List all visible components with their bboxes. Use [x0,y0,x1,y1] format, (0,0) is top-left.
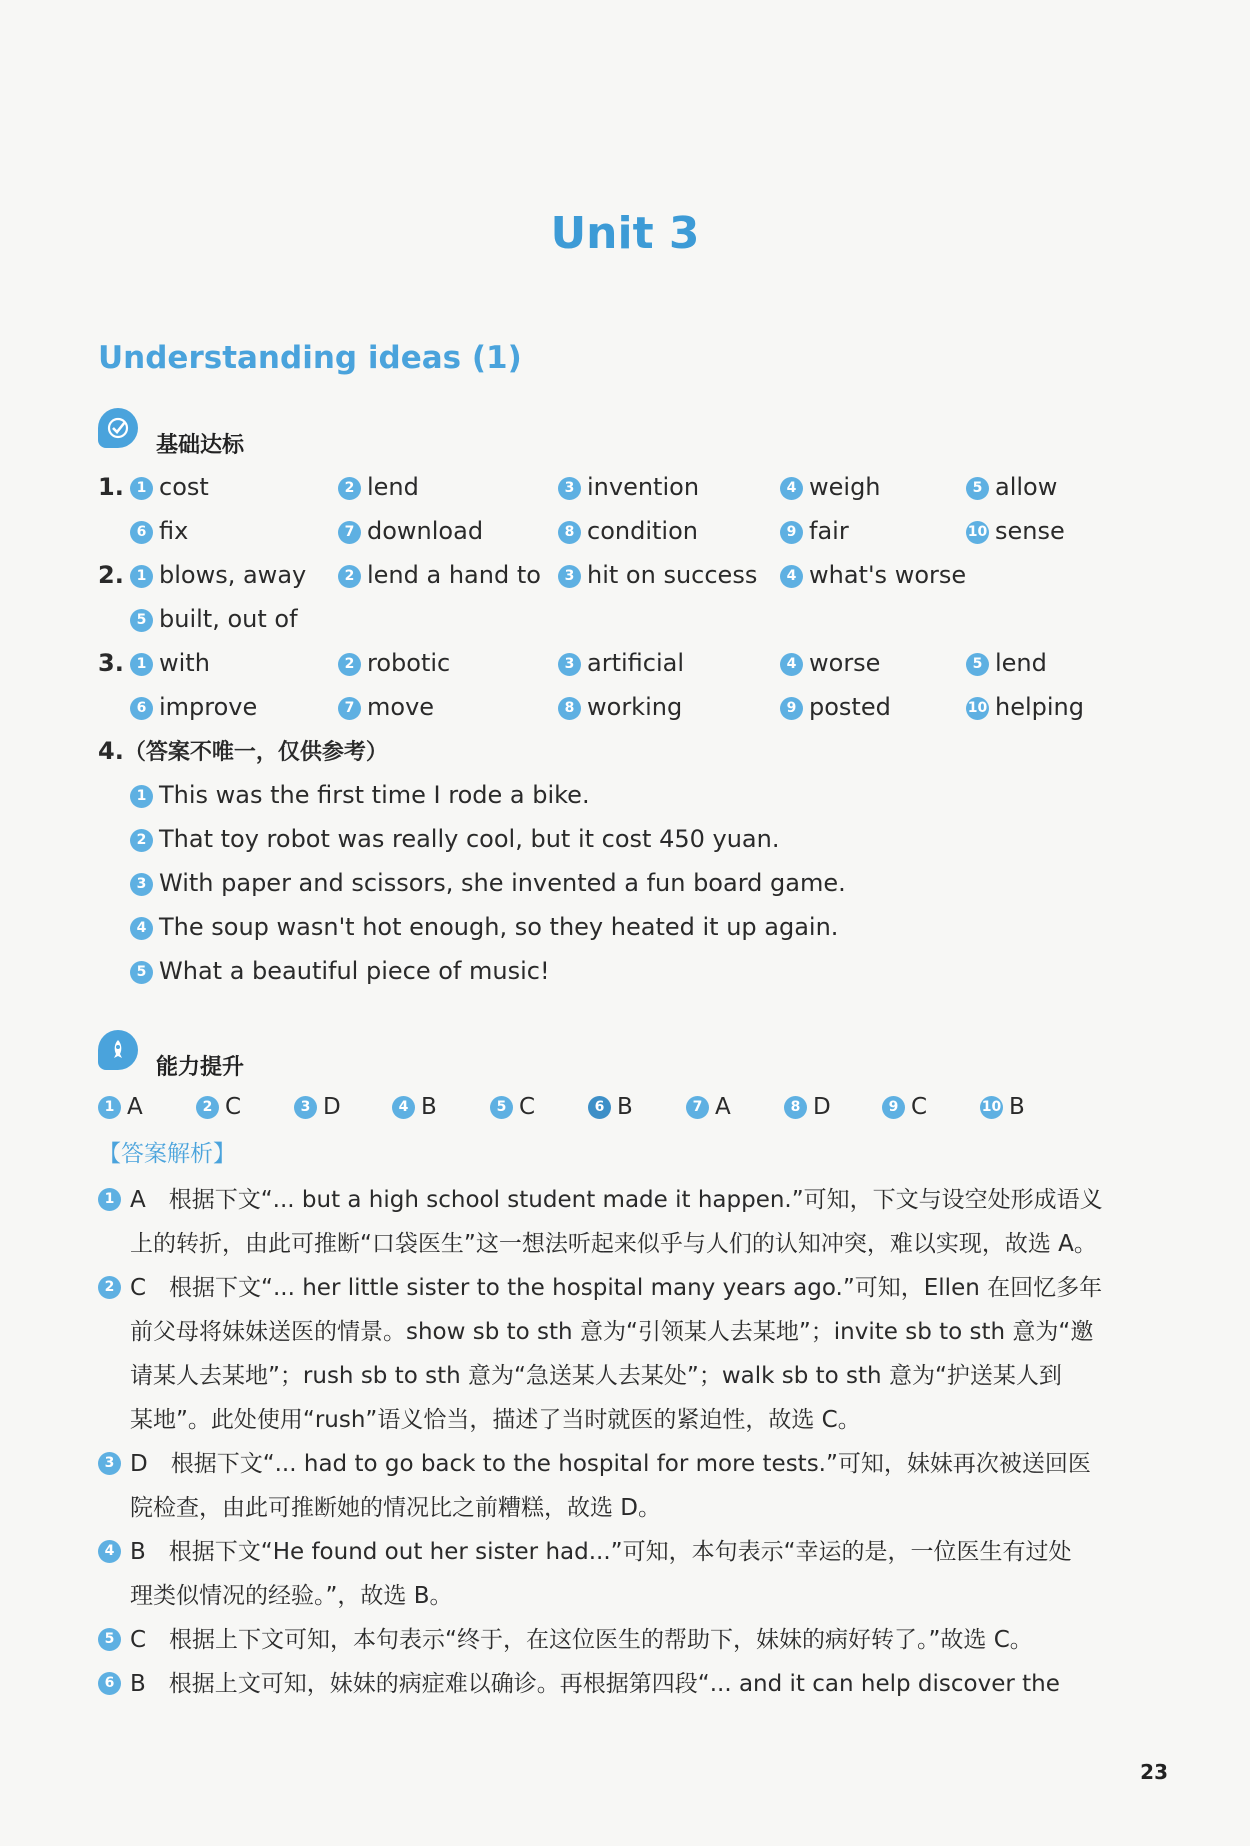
answer-text: built, out of [159,605,298,633]
answer-text: weigh [809,473,881,501]
number-badge-icon: 6 [130,521,153,544]
answer-item [780,646,880,680]
number-badge-icon: 6 [588,1096,611,1119]
answer-item [966,514,1065,548]
number-badge-icon: 1 [130,653,153,676]
answer-item [130,602,298,636]
analysis-paragraph [98,1618,1173,1662]
number-badge-icon: 6 [98,1672,121,1695]
answer-text: working [587,693,683,721]
number-badge-icon: 5 [966,477,989,500]
answer-text: with [159,649,210,677]
number-badge-icon: 4 [392,1096,415,1119]
number-badge-icon: 1 [130,785,153,808]
answer-text: sense [995,517,1065,545]
answer-text: D [323,1094,341,1120]
answer-text: C [911,1094,928,1120]
answer-text: move [367,693,435,721]
answer-text: robotic [367,649,451,677]
answer-text: This was the first time I rode a bike. [159,781,590,809]
sample-sentence [130,866,846,900]
number-badge-icon: 1 [130,477,153,500]
sample-sentence [130,822,779,856]
answer-item [338,514,483,548]
answer-text: C [225,1094,242,1120]
number-badge-icon: 3 [98,1452,121,1475]
number-badge-icon: 5 [98,1628,121,1651]
answer-key-item [294,1090,341,1124]
number-badge-icon: 7 [686,1096,709,1119]
answer-item [558,470,699,504]
answer-item [130,646,210,680]
analysis-line: 上的转折，由此可推断“口袋医生”这一想法听起来似乎与人们的认知冲突，难以实现，故选 A。 [130,1231,1097,1257]
answer-text: helping [995,693,1084,721]
question-note: （答案不唯一，仅供参考） [123,740,388,765]
answer-text: B [617,1094,633,1120]
answer-text: worse [809,649,881,677]
answer-text: improve [159,693,258,721]
number-badge-icon: 5 [966,653,989,676]
sample-sentence [130,778,590,812]
answer-text: posted [809,693,891,721]
number-badge-icon: 10 [966,521,989,544]
ability-section-label: 能力提升 [156,1055,245,1080]
answer-text: fix [159,517,189,545]
answer-item [130,558,306,592]
question-number: 2. [98,561,124,589]
analysis-paragraph [98,1442,1173,1530]
answer-item [130,470,209,504]
analysis-line: B 根据下文“He found out her sister had...”可知，本句表示“幸运的是，一位医生有过处 [130,1539,1072,1565]
answer-item [130,690,257,724]
number-badge-icon: 2 [196,1096,219,1119]
number-badge-icon: 2 [338,477,361,500]
answer-item [338,690,434,724]
answer-text: The soup wasn't hot enough, so they heated it up again. [159,913,839,941]
answer-text: With paper and scissors, she invented a fun board game. [159,869,846,897]
answer-text: blows, away [159,561,307,589]
number-badge-icon: 8 [784,1096,807,1119]
answer-item [338,470,419,504]
number-badge-icon: 3 [558,477,581,500]
sample-sentence [130,910,838,944]
answer-item [780,690,891,724]
number-badge-icon: 3 [558,565,581,588]
answer-item [558,646,684,680]
number-badge-icon: 6 [130,697,153,720]
answer-key-item [392,1090,437,1124]
number-badge-icon: 4 [780,565,803,588]
number-badge-icon: 9 [780,697,803,720]
answer-item [780,470,881,504]
answer-key-item [490,1090,535,1124]
answer-text: B [1009,1094,1025,1120]
answer-text: D [813,1094,831,1120]
number-badge-icon: 1 [98,1188,121,1211]
number-badge-icon: 4 [130,917,153,940]
analysis-line: D 根据下文“... had to go back to the hospital for more tests.”可知，妹妹再次被送回医 [130,1451,1091,1477]
answer-key-item [882,1090,927,1124]
number-badge-icon: 8 [558,697,581,720]
question-number: 3. [98,649,124,677]
number-badge-icon: 3 [130,873,153,896]
question-4-header [98,734,388,770]
analysis-line: C 根据上下文可知，本句表示“终于，在这位医生的帮助下，妹妹的病好转了。”故选 C。 [130,1627,1033,1653]
answer-key-item [980,1090,1025,1124]
answer-key-item [196,1090,241,1124]
number-badge-icon: 1 [98,1096,121,1119]
answer-text: B [421,1094,437,1120]
analysis-line: B 根据上文可知，妹妹的病症难以确诊。再根据第四段“... and it can help discover the [130,1671,1060,1697]
analysis-line: A 根据下文“... but a high school student made it happen.”可知，下文与设空处形成语义 [130,1187,1103,1213]
number-badge-icon: 3 [294,1096,317,1119]
analysis-paragraph [98,1530,1173,1618]
number-badge-icon: 2 [130,829,153,852]
number-badge-icon: 4 [98,1540,121,1563]
check-icon [98,408,138,448]
question-number: 4. [98,737,124,765]
number-badge-icon: 2 [98,1276,121,1299]
analysis-line: 请某人去某地”；rush sb to sth 意为“急送某人去某处”；walk sb to sth 意为“护送某人到 [130,1363,1062,1389]
answer-text: download [367,517,484,545]
number-badge-icon: 4 [780,477,803,500]
answer-text: allow [995,473,1058,501]
answer-text: That toy robot was really cool, but it cost 450 yuan. [159,825,780,853]
number-badge-icon: 9 [882,1096,905,1119]
number-badge-icon: 10 [980,1096,1003,1119]
answer-item [130,514,188,548]
answer-text: C [519,1094,536,1120]
answer-key-item [686,1090,731,1124]
answer-item [338,646,450,680]
answer-text: fair [809,517,849,545]
answer-item [966,646,1047,680]
answer-key-item [784,1090,831,1124]
analysis-paragraph [98,1662,1173,1706]
number-badge-icon: 1 [130,565,153,588]
basic-section-label: 基础达标 [156,433,245,458]
answer-item [780,558,966,592]
number-badge-icon: 2 [338,653,361,676]
question-number: 1. [98,473,124,501]
number-badge-icon: 8 [558,521,581,544]
number-badge-icon: 10 [966,697,989,720]
number-badge-icon: 5 [490,1096,513,1119]
analysis-paragraph [98,1266,1173,1442]
number-badge-icon: 5 [130,609,153,632]
analysis-line: 某地”。此处使用“rush”语义恰当，描述了当时就医的紧迫性，故选 C。 [130,1407,861,1433]
answer-item [338,558,541,592]
analysis-paragraph [98,1178,1173,1266]
number-badge-icon: 7 [338,521,361,544]
answer-text: A [715,1094,731,1120]
analysis-line: 前父母将妹妹送医的情景。show sb to sth 意为“引领某人去某地”；invite sb to sth 意为“邀 [130,1319,1094,1345]
answer-item [966,690,1084,724]
answer-text: what's worse [809,561,967,589]
answer-text: lend [995,649,1047,677]
analysis-line: C 根据下文“... her little sister to the hospital many years ago.”可知，Ellen 在回忆多年 [130,1275,1103,1301]
answer-text: lend [367,473,419,501]
answer-item [558,558,757,592]
rocket-icon [98,1030,138,1070]
answer-item [558,514,698,548]
number-badge-icon: 5 [130,961,153,984]
sample-sentence [130,954,550,988]
analysis-line: 院检查，由此可推断她的情况比之前糟糕，故选 D。 [130,1495,662,1521]
answer-key-item [98,1090,143,1124]
answer-item [558,690,682,724]
number-badge-icon: 9 [780,521,803,544]
answer-text: lend a hand to [367,561,541,589]
answer-key-item [588,1090,633,1124]
answer-text: condition [587,517,698,545]
answer-text: A [127,1094,143,1120]
answer-text: invention [587,473,700,501]
number-badge-icon: 2 [338,565,361,588]
answer-text: artificial [587,649,685,677]
analysis-heading: 【答案解析】 [98,1141,236,1167]
answer-text: cost [159,473,209,501]
answer-text: hit on success [587,561,758,589]
page-number: 23 [1140,1760,1168,1784]
number-badge-icon: 7 [338,697,361,720]
number-badge-icon: 4 [780,653,803,676]
analysis-line: 理类似情况的经验。”，故选 B。 [130,1583,453,1609]
unit-title: Unit 3 [550,208,700,259]
answer-item [966,470,1057,504]
answer-text: What a beautiful piece of music! [159,957,550,985]
number-badge-icon: 3 [558,653,581,676]
section-title: Understanding ideas (1) [98,340,522,376]
answer-item [780,514,849,548]
